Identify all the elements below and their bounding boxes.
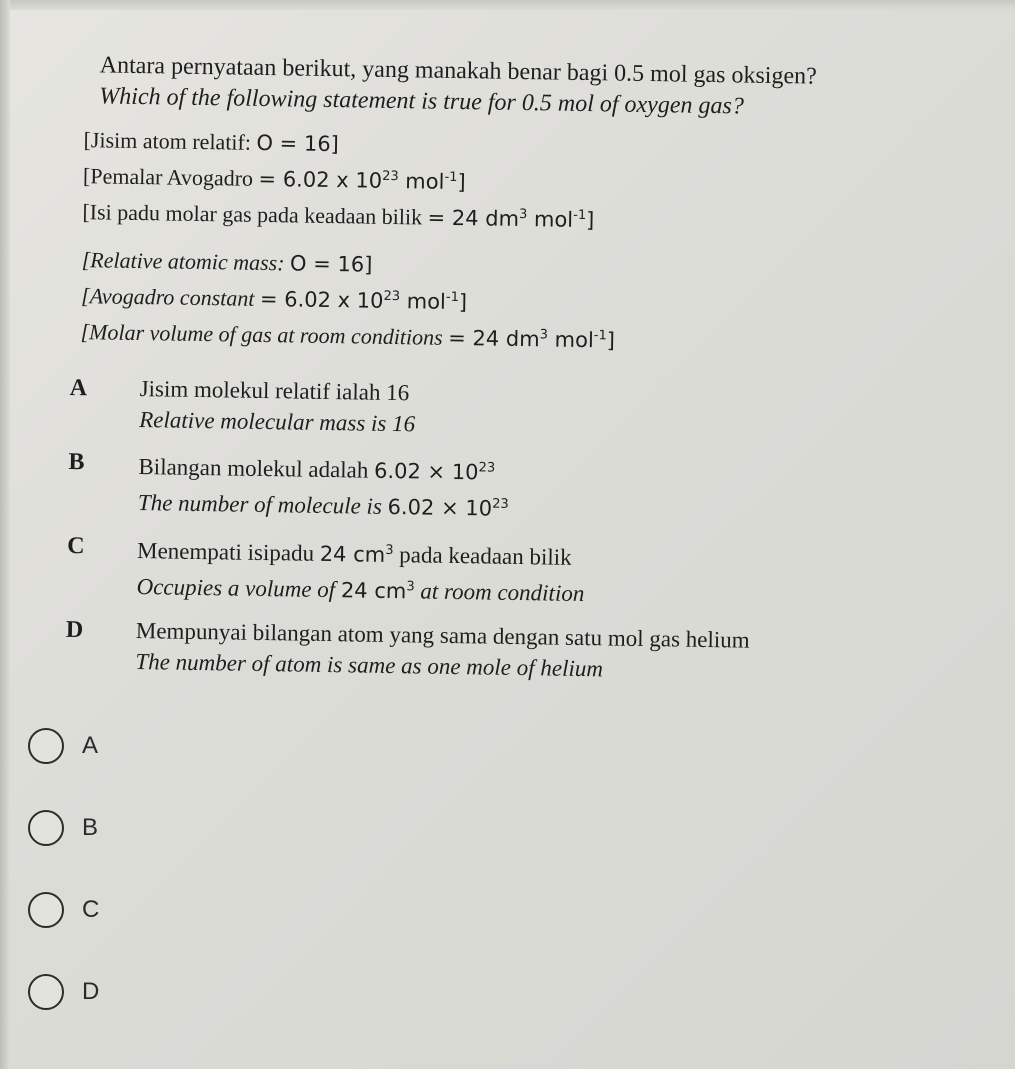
option-b-english: The number of molecule is $6.02 \times 10^{23}$ [137, 490, 509, 521]
given-molar-volume-malay: [Isi padu molar gas pada keadaan bilik = 24 $dm^3$ mol$^{-1}$] [82, 199, 595, 233]
given-avogadro-english: [Avogadro constant = 6.02 x $10^{23}$ mol$^{-1}$] [80, 283, 468, 315]
given-relative-atomic-mass-malay: [Jisim atom relatif: O = 16] [83, 127, 340, 157]
option-b-malay: Bilangan molekul adalah $6.02 \times 10^{23}$ [138, 454, 496, 485]
radio-button-b[interactable] [28, 810, 64, 846]
option-list [65, 372, 995, 690]
answer-label-c: C [82, 896, 100, 923]
radio-button-c[interactable] [28, 892, 64, 928]
option-c-english: Occupies a volume of 24 $cm^3$ at room condition [136, 574, 585, 607]
answer-option-a[interactable] [28, 724, 328, 768]
option-c [66, 530, 992, 617]
option-d-malay: Mempunyai bilangan atom yang sama dengan satu mol gas helium [135, 618, 750, 653]
option-a-malay: Jisim molekul relatif ialah 16 [139, 376, 410, 406]
option-c-malay: Menempati isipadu 24 $cm^3$ pada keadaan bilik [136, 538, 572, 570]
option-a [69, 372, 995, 449]
question-block [65, 50, 1000, 702]
option-d [65, 614, 991, 691]
option-b [68, 446, 994, 533]
given-data-malay [72, 124, 999, 243]
question-malay: Antara pernyataan berikut, yang manakah benar bagi 0.5 mol gas oksigen? [99, 52, 817, 90]
answer-option-d[interactable] [28, 970, 328, 1014]
option-letter: A [69, 374, 88, 402]
radio-button-d[interactable] [28, 974, 64, 1010]
answer-label-d: D [82, 978, 100, 1005]
option-letter: B [68, 448, 85, 476]
given-molar-volume-english: [Molar volume of gas at room conditions = 24 $dm^3$ mol$^{-1}$] [80, 319, 616, 353]
given-relative-atomic-mass-english: [Relative atomic mass: O = 16] [81, 247, 373, 277]
photo-frame-top [0, 0, 1015, 10]
option-d-english: The number of atom is same as one mole of helium [135, 649, 604, 682]
question-english: Which of the following statement is true for 0.5 mol of oxygen gas? [99, 83, 745, 120]
photo-frame-left [0, 0, 10, 1069]
answer-radio-group [28, 724, 328, 1052]
option-letter: D [65, 616, 84, 644]
answer-option-c[interactable] [28, 888, 328, 932]
option-a-english: Relative molecular mass is 16 [139, 407, 416, 437]
answer-option-b[interactable] [28, 806, 328, 850]
answer-label-a: A [82, 732, 99, 759]
given-data-english [70, 244, 997, 363]
answer-label-b: B [82, 814, 99, 841]
given-avogadro-malay: [Pemalar Avogadro = 6.02 x $10^{23}$ mol$^{-1}$] [82, 163, 466, 195]
option-letter: C [67, 532, 85, 560]
radio-button-a[interactable] [28, 728, 64, 764]
